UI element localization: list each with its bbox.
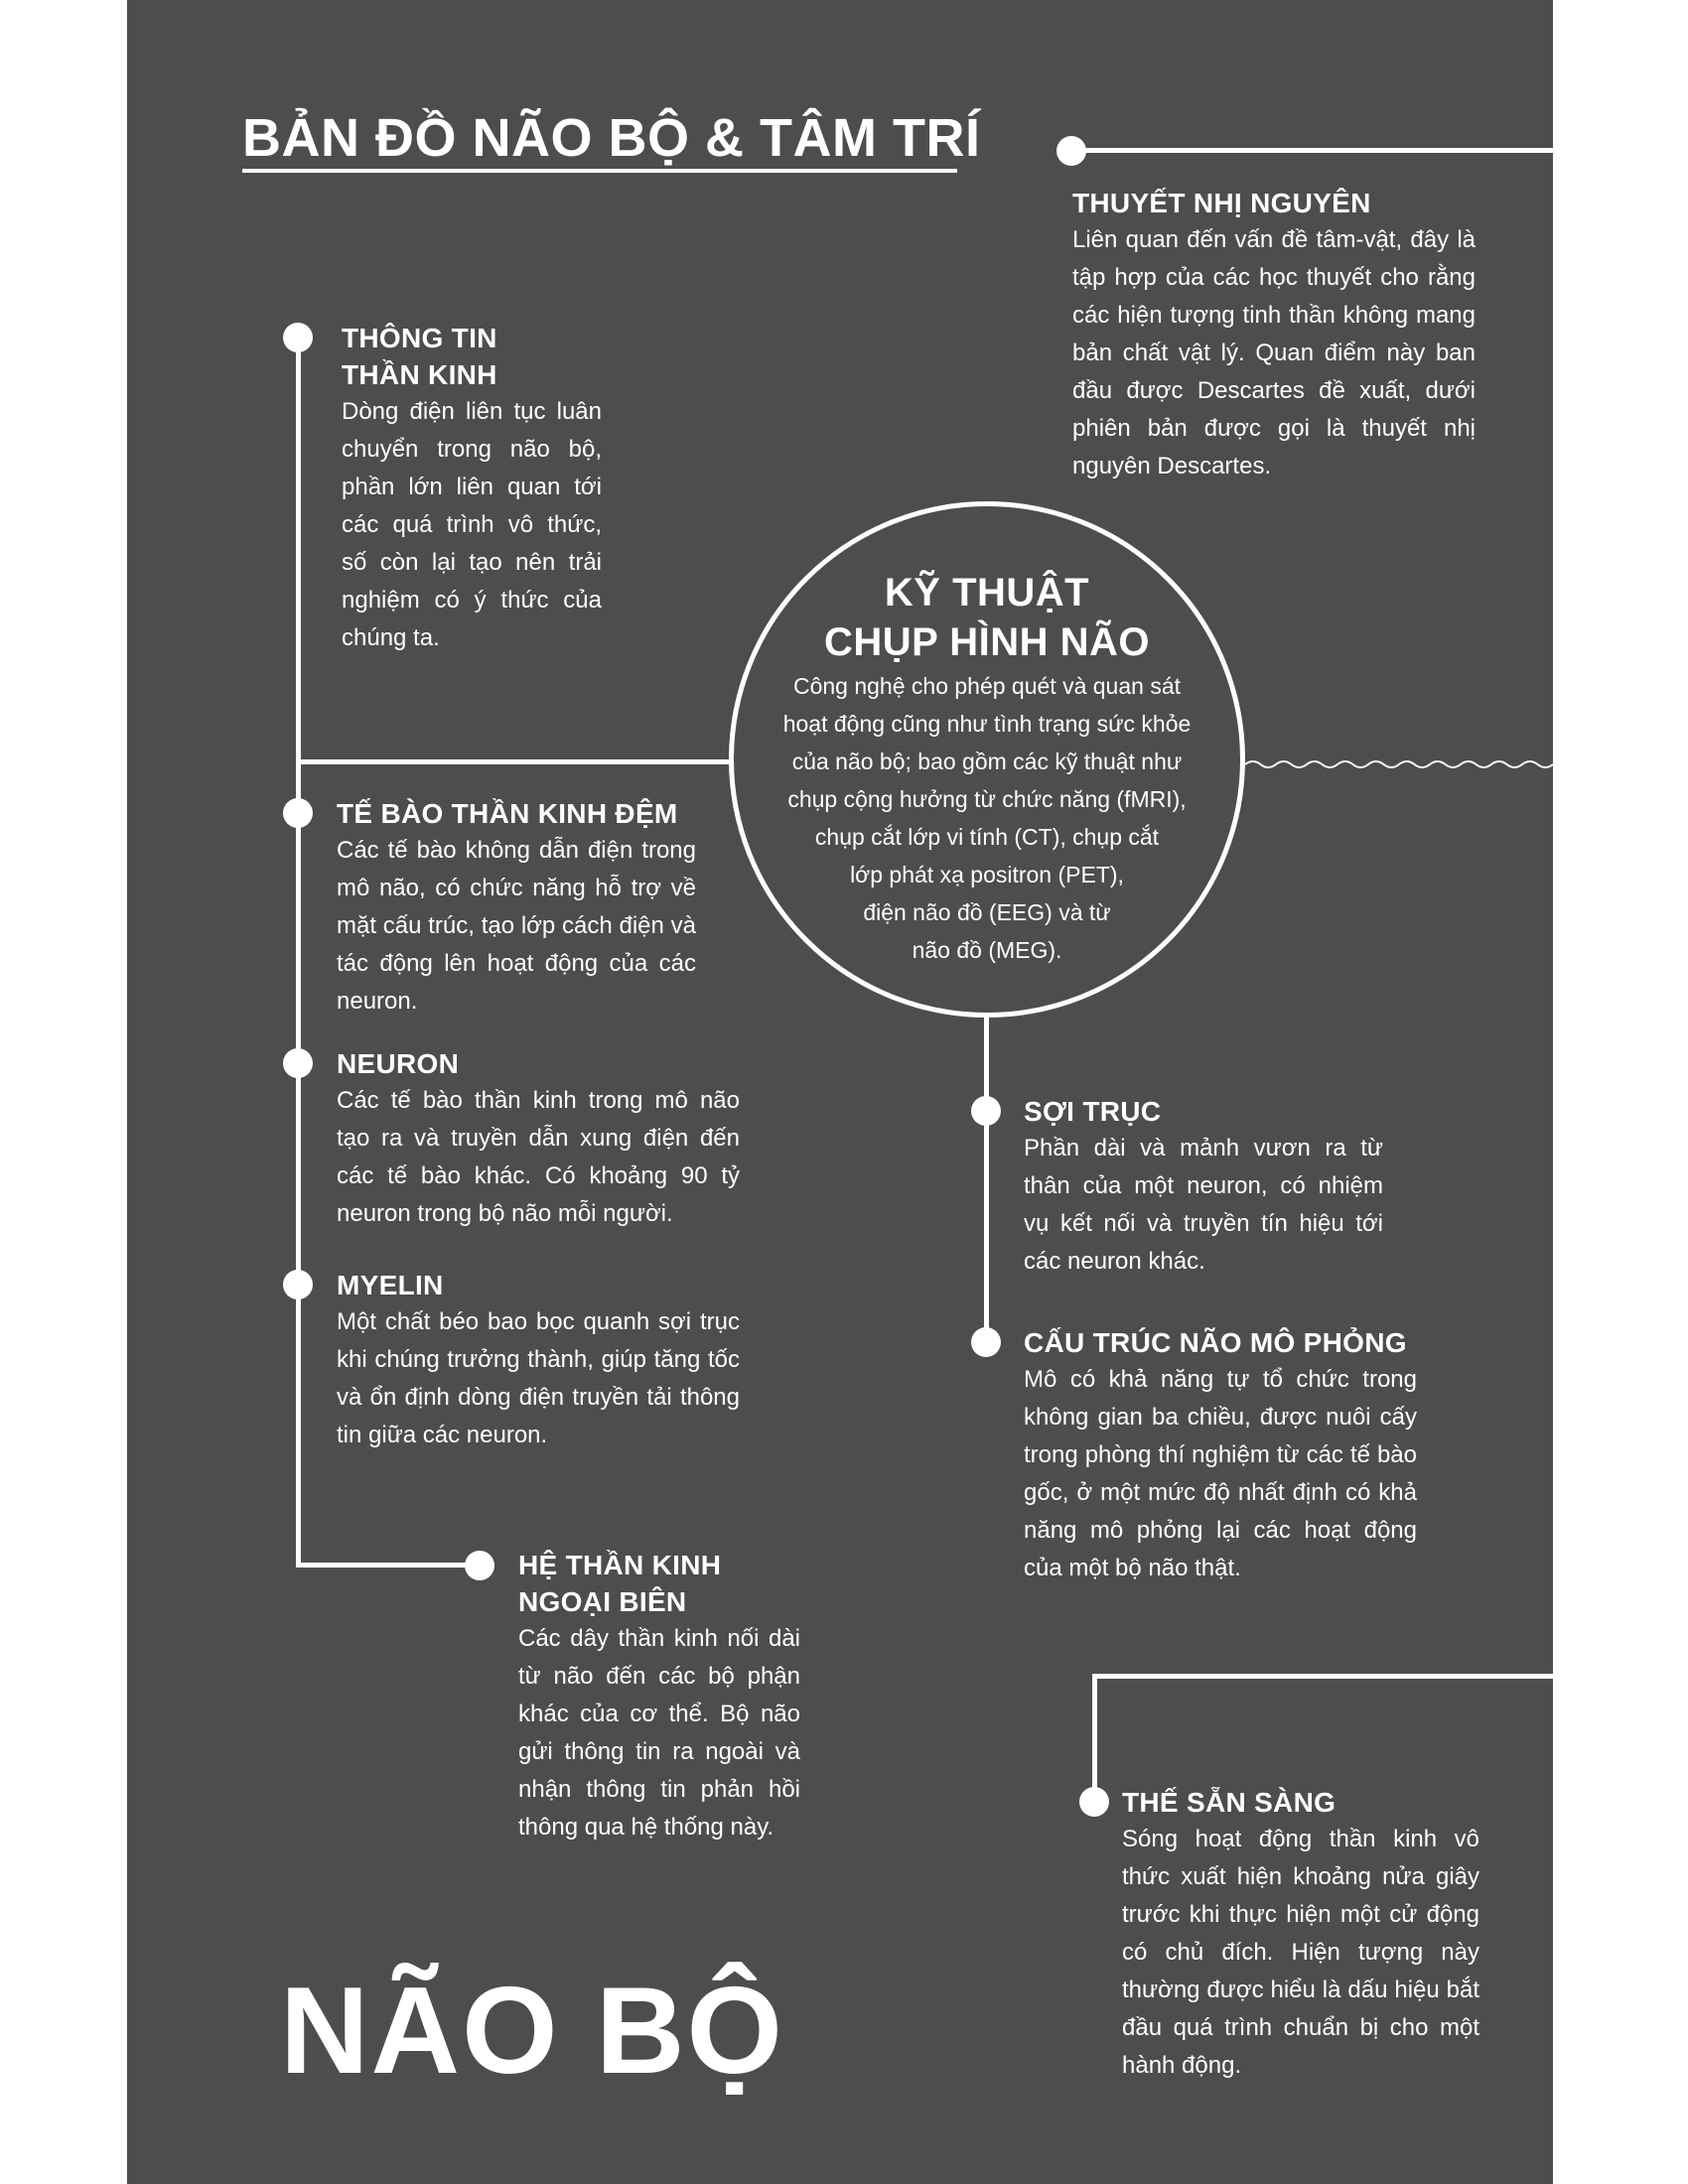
center-line: Công nghệ cho phép quét và quan sát [792,673,1182,699]
entry-heading: CẤU TRÚC NÃO MÔ PHỎNG [1024,1327,1407,1358]
dot-thong-tin [283,323,313,352]
entry-thong-tin [342,320,602,657]
bottom-right-vertical-line [1092,1674,1097,1803]
left-trunk-line [296,336,301,1568]
entry-heading-line2: THẦN KINH [342,359,497,390]
center-heading-line1: KỸ THUẬT [884,571,1090,614]
left-center-connector-line [296,759,733,764]
dot-the-san-sang [1079,1787,1109,1817]
entry-heading: THUYẾT NHỊ NGUYÊN [1072,188,1371,218]
left-bottom-branch-line [296,1563,481,1568]
entry-heading-line2: NGOẠI BIÊN [518,1586,687,1617]
entry-cau-truc [1024,1324,1417,1587]
dot-myelin [283,1270,313,1299]
entry-heading-line1: THÔNG TIN [342,323,497,353]
entry-heading: NEURON [337,1048,460,1079]
center-line: chụp cắt lớp vi tính (CT), chụp cắt [814,824,1160,850]
entry-nhi-nguyen [1072,185,1476,485]
dot-te-bao [283,798,313,828]
center-text [739,667,1235,969]
entry-text: Liên quan đến vấn đề tâm-vật, đây là tập hợp của các học thuyết cho rằng các hiện tượng tinh thần không mang bản chất vật lý. Quan điểm này ban đầu được Descartes đề xuất, dưới phiên bản được gọi là thuyết nhị nguyên Descartes. [1072,226,1476,479]
center-heading-line2: CHỤP HÌNH NÃO [823,620,1150,664]
entry-soi-truc [1024,1093,1383,1281]
dot-nhi-nguyen [1056,136,1086,166]
entry-text: Sóng hoạt động thần kinh vô thức xuất hiện khoảng nửa giây trước khi thực hiện một cử động có chủ đích. Hiện tượng này thường được hiểu là dấu hiệu bắt đầu quá trình chuẩn bị cho một hành động. [1122,1826,1479,2079]
title-underline [242,169,957,173]
entry-text: Mô có khả năng tự tổ chức trong không gian ba chiều, được nuôi cấy trong phòng thí nghiệm từ các tế bào gốc, ở một mức độ nhất định có khả năng mô phỏng lại các hoạt động của một bộ não thật. [1024,1366,1417,1581]
center-line: lớp phát xạ positron (PET), [850,862,1124,887]
center-line: hoạt động cũng như tình trạng sức khỏe [782,711,1192,737]
entry-text: Phần dài và mảnh vươn ra từ thân của một neuron, có nhiệm vụ kết nối và truyền tín hiệu tới các neuron khác. [1024,1135,1383,1275]
entry-text: Các dây thần kinh nối dài từ não đến các bộ phận khác của cơ thể. Bộ não gửi thông tin ra ngoài và nhận thông tin phản hồi thông qua hệ thống này. [518,1625,800,1841]
dot-neuron [283,1048,313,1078]
entry-heading: TẾ BÀO THẦN KINH ĐỆM [337,798,678,829]
entry-text: Dòng điện liên tục luân chuyển trong não bộ, phần lớn liên quan tới các quá trình vô thức, số còn lại tạo nên trải nghiệm có ý thức của chúng ta. [342,398,602,651]
top-right-connector-line [1070,148,1553,153]
wave-line [1245,754,1553,774]
entry-heading: THẾ SẴN SÀNG [1122,1787,1336,1818]
center-heading [729,568,1245,667]
entry-heading-line1: HỆ THẦN KINH [518,1550,722,1580]
entry-te-bao [337,795,696,1021]
bottom-right-horizontal-line [1092,1674,1553,1679]
entry-heading: MYELIN [337,1270,444,1300]
center-line: não đồ (MEG). [912,937,1062,963]
entry-myelin [337,1267,740,1454]
center-line: điện não đồ (EEG) và từ [863,899,1111,925]
center-down-line [984,1013,989,1340]
entry-heading: SỢI TRỤC [1024,1096,1162,1127]
entry-text: Các tế bào không dẫn điện trong mô não, có chức năng hỗ trợ về mặt cấu trúc, tạo lớp cách điện và tác động lên hoạt động của các neuron. [337,837,696,1015]
big-title: NÃO BỘ [280,1963,784,2100]
page-title: BẢN ĐỒ NÃO BỘ & TÂM TRÍ [242,108,981,168]
entry-neuron [337,1045,740,1233]
dot-soi-truc [971,1096,1001,1126]
dot-he-than-kinh [465,1551,494,1580]
center-line: của não bộ; bao gồm các kỹ thuật như [791,749,1183,774]
entry-text: Các tế bào thần kinh trong mô não tạo ra và truyền dẫn xung điện đến các tế bào khác. Có khoảng 90 tỷ neuron trong bộ não mỗi người. [337,1087,740,1227]
dot-cau-truc [971,1327,1001,1357]
center-line: chụp cộng hưởng từ chức năng (fMRI), [787,786,1187,812]
entry-the-san-sang [1122,1784,1479,2085]
entry-he-than-kinh [518,1547,800,1846]
entry-text: Một chất béo bao bọc quanh sợi trục khi chúng trưởng thành, giúp tăng tốc và ổn định dòng điện truyền tải thông tin giữa các neuron. [337,1308,740,1448]
